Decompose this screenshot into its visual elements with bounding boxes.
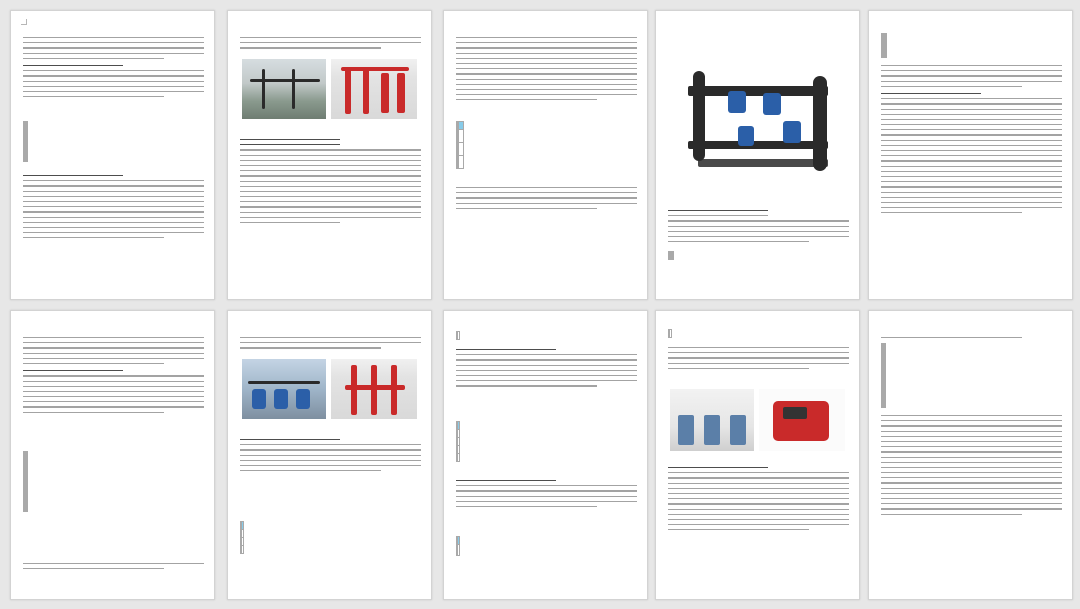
equipment-table [23,451,28,512]
body-text [456,476,637,511]
pump-room-photo [242,359,326,419]
body-text [881,411,1062,519]
body-text [456,183,637,213]
document-page-10[interactable] [868,310,1073,600]
document-page-7[interactable] [227,310,432,600]
pump-room-photo [242,59,326,119]
body-text [23,559,204,573]
spec-table [668,329,672,338]
parameter-table [456,121,464,169]
tools-table [881,343,886,408]
spec-table [668,251,674,260]
equipment-table [881,33,887,58]
body-text [23,33,204,101]
equipment-table [23,121,28,162]
document-page-6[interactable] [10,310,215,600]
body-text [23,333,204,417]
document-page-8[interactable] [443,310,648,600]
test-lab-photo [670,389,754,451]
document-page-5[interactable] [868,10,1073,300]
spec-table [456,331,460,340]
spec-table [456,536,460,556]
body-text [456,33,637,104]
body-text [240,435,421,475]
body-text [23,171,204,242]
document-page-1[interactable] [10,10,215,300]
body-text [881,333,1062,342]
body-text [668,463,849,534]
document-page-4[interactable] [655,10,860,300]
document-page-2[interactable] [227,10,432,300]
body-text [456,345,637,391]
body-text [881,61,1062,217]
water-supply-unit-photo [668,31,848,191]
body-text [240,33,421,53]
spec-table [240,521,244,554]
fire-pump-photo [331,59,417,119]
body-text [240,333,421,353]
body-text [668,343,849,373]
body-text [668,206,849,246]
crop-mark-icon [21,19,27,25]
document-page-9[interactable] [655,310,860,600]
spec-table [456,421,460,462]
document-page-3[interactable] [443,10,648,300]
body-text [240,135,421,227]
red-pipes-photo [331,359,417,419]
test-instrument-photo [759,389,845,451]
